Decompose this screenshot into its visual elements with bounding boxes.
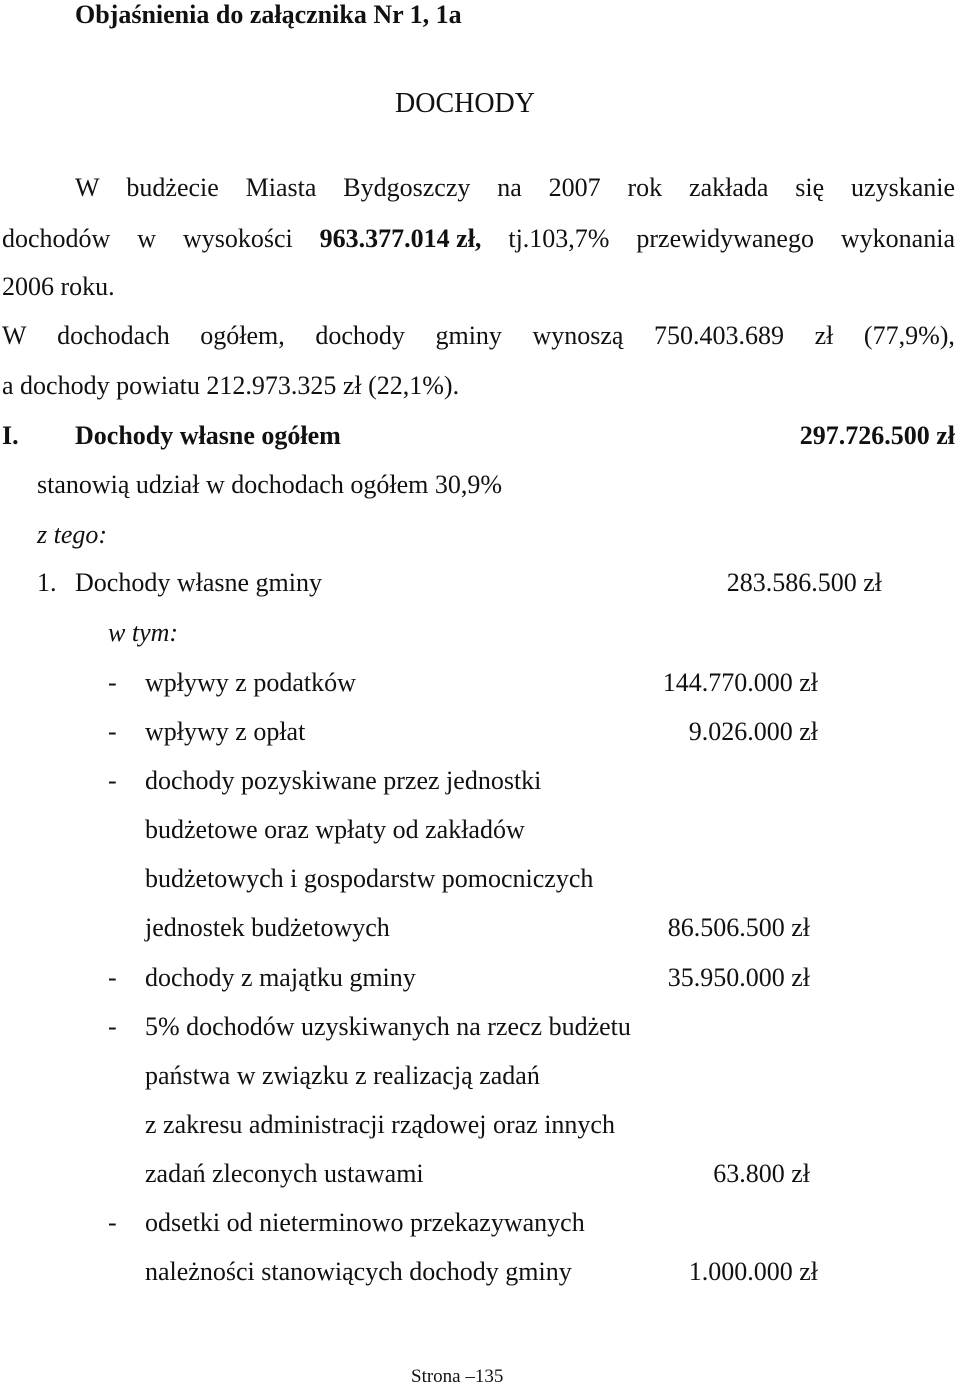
item-text-line: dochody pozyskiwane przez jednostki bbox=[145, 766, 542, 795]
intro-line-3: 2006 roku. bbox=[2, 272, 115, 301]
item-text-line: z zakresu administracji rządowej oraz innych bbox=[145, 1110, 615, 1139]
section-i-amount: 297.726.500 zł bbox=[799, 421, 955, 450]
intro-word: na bbox=[497, 173, 522, 202]
z-tego-label: z tego: bbox=[37, 520, 108, 549]
item-text-line: dochody z majątku gminy bbox=[145, 963, 416, 992]
item-amount: 144.770.000 zł bbox=[662, 668, 818, 697]
item-text-line: należności stanowiących dochody gminy bbox=[145, 1257, 572, 1286]
item-text-line: wpływy z opłat bbox=[145, 717, 306, 746]
intro-word: tj.103,7% bbox=[508, 224, 610, 253]
intro-word: wykonania bbox=[840, 224, 955, 253]
item-amount: 35.950.000 zł bbox=[667, 963, 810, 992]
page-number: Strona –135 bbox=[411, 1366, 504, 1387]
item-dash: - bbox=[108, 717, 117, 746]
item-dash: - bbox=[108, 766, 117, 795]
section-i-share: stanowią udział w dochodach ogółem 30,9% bbox=[37, 470, 502, 499]
intro-word: w bbox=[137, 224, 157, 253]
item-text-line: odsetki od nieterminowo przekazywanych bbox=[145, 1208, 585, 1237]
item-text-line: zadań zleconych ustawami bbox=[145, 1159, 424, 1188]
intro-word: Miasta bbox=[245, 173, 317, 202]
intro-word: zł bbox=[814, 321, 834, 350]
intro-word: gminy bbox=[435, 321, 502, 350]
intro-word: W bbox=[75, 173, 100, 202]
intro-line-2 bbox=[2, 226, 955, 252]
intro-word: rok bbox=[627, 173, 663, 202]
intro-word: dochodów bbox=[2, 224, 111, 253]
intro-word: wynoszą bbox=[532, 321, 624, 350]
intro-word: dochodach bbox=[57, 321, 170, 350]
intro-word: zakłada bbox=[689, 173, 769, 202]
intro-word: budżecie bbox=[126, 173, 219, 202]
item-dash: - bbox=[108, 1208, 117, 1237]
item-text-line: 5% dochodów uzyskiwanych na rzecz budżetu bbox=[145, 1012, 631, 1041]
w-tym-label: w tym: bbox=[108, 618, 179, 647]
item-amount: 1.000.000 zł bbox=[688, 1257, 818, 1286]
item-dash: - bbox=[108, 963, 117, 992]
item-amount: 9.026.000 zł bbox=[688, 717, 818, 746]
intro-word: dochody bbox=[315, 321, 405, 350]
item-dash: - bbox=[108, 1012, 117, 1041]
item-text-line: państwa w związku z realizacją zadań bbox=[145, 1061, 540, 1090]
gmina-amount: 283.586.500 zł bbox=[726, 568, 882, 597]
section-i-number: I. bbox=[2, 421, 19, 450]
intro-line-4 bbox=[2, 323, 955, 349]
item-text-line: budżetowych i gospodarstw pomocniczych bbox=[145, 864, 594, 893]
intro-line-1 bbox=[75, 175, 955, 201]
intro-word: W bbox=[2, 321, 27, 350]
item-text-line: budżetowe oraz wpłaty od zakładów bbox=[145, 815, 525, 844]
intro-word: 750.403.689 bbox=[654, 321, 785, 350]
intro-word: ogółem, bbox=[200, 321, 285, 350]
intro-line-5: a dochody powiatu 212.973.325 zł (22,1%). bbox=[2, 371, 460, 400]
item-amount: 86.506.500 zł bbox=[667, 913, 810, 942]
intro-word: się bbox=[795, 173, 825, 202]
intro-word: uzyskanie bbox=[851, 173, 955, 202]
page-header: Objaśnienia do załącznika Nr 1, 1a bbox=[75, 0, 462, 29]
section-title: DOCHODY bbox=[395, 88, 535, 119]
intro-word: (77,9%), bbox=[863, 321, 955, 350]
intro-word: 2007 bbox=[548, 173, 601, 202]
intro-word: przewidywanego bbox=[636, 224, 814, 253]
gmina-number: 1. bbox=[37, 568, 57, 597]
item-amount: 63.800 zł bbox=[713, 1159, 810, 1188]
section-i-label: Dochody własne ogółem bbox=[75, 421, 341, 450]
item-text-line: jednostek budżetowych bbox=[145, 913, 390, 942]
intro-word: wysokości bbox=[182, 224, 293, 253]
intro-word: 963.377.014 zł, bbox=[319, 224, 482, 253]
item-dash: - bbox=[108, 668, 117, 697]
item-text-line: wpływy z podatków bbox=[145, 668, 356, 697]
gmina-label: Dochody własne gminy bbox=[75, 568, 322, 597]
intro-word: Bydgoszczy bbox=[343, 173, 471, 202]
